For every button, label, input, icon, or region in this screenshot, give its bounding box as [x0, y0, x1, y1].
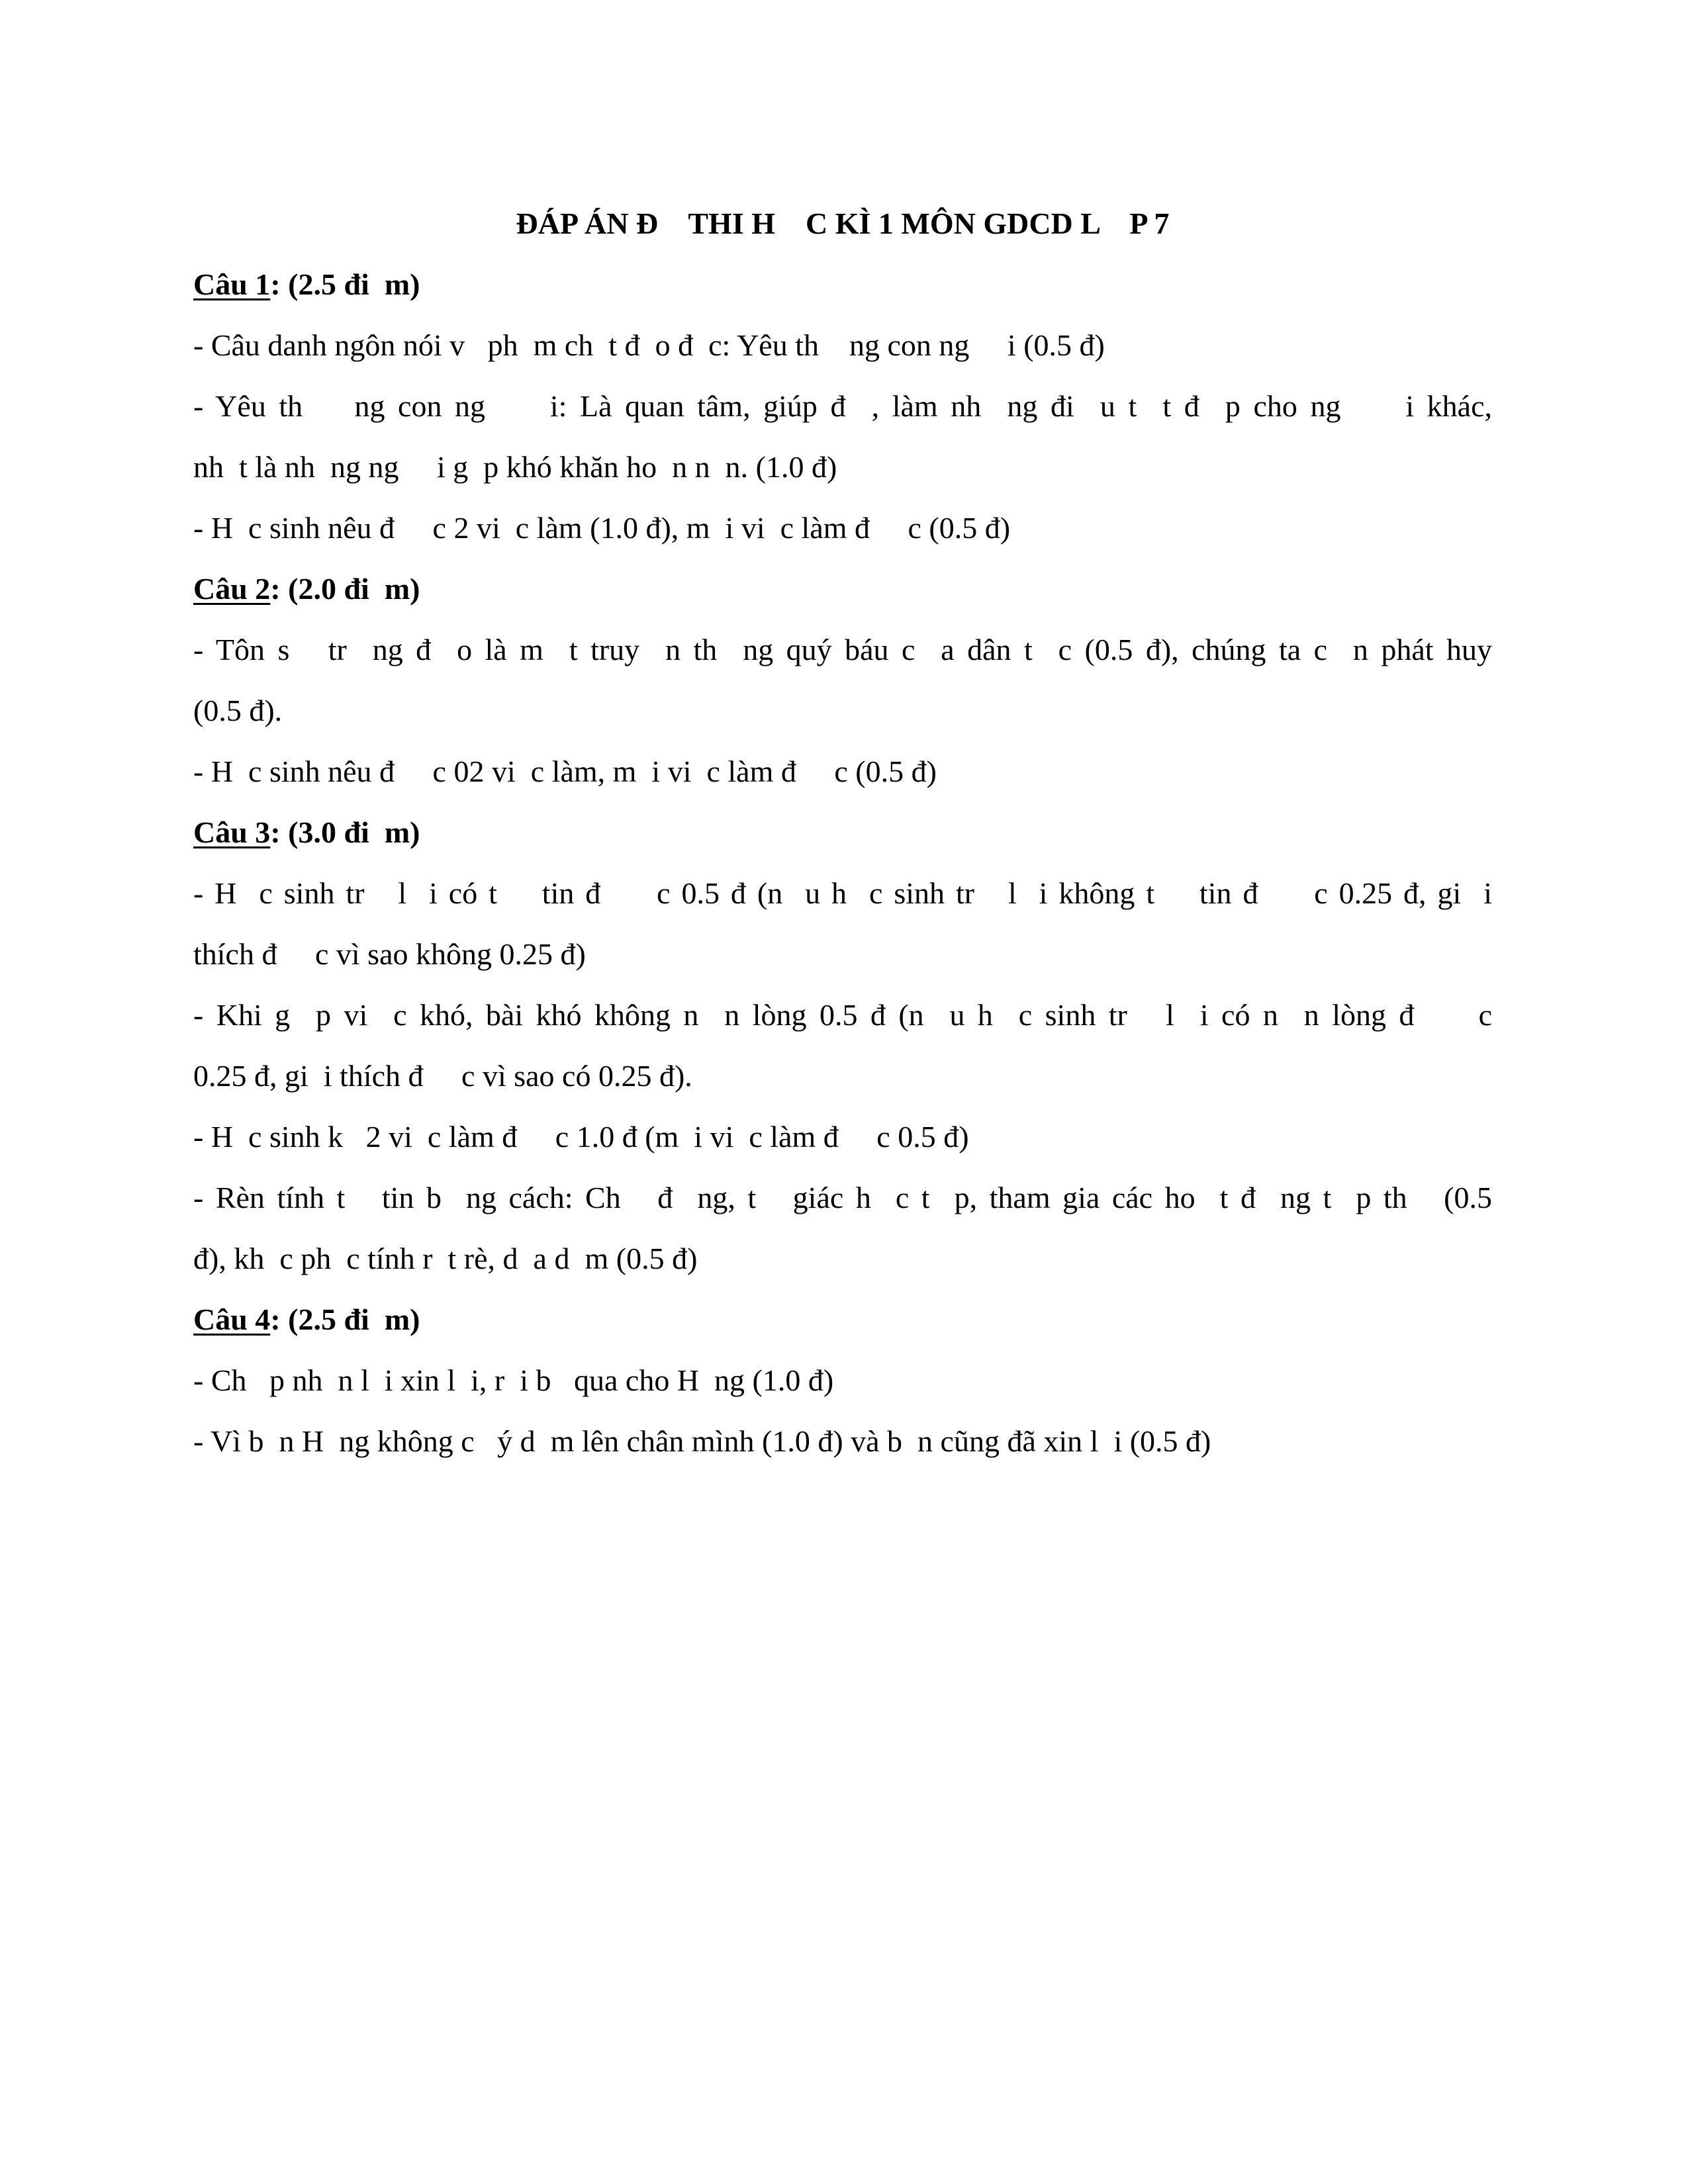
answer-line: - Khi g p vi c khó, bài khó không n n lòng 0.5 đ (n u h c sinh tr l i có n n lòng đ c: [193, 998, 1492, 1032]
answer-line: - H c sinh nêu đ c 2 vi c làm (1.0 đ), m i vi c làm đ c (0.5 đ): [193, 511, 1011, 545]
section-label: Câu 2: [193, 572, 271, 606]
answer-line: (0.5 đ).: [193, 694, 283, 727]
answer-line: - Vì b n H ng không c ý d m lên chân mình (1.0 đ) và b n cũng đã xin l i (0.5 đ): [193, 1424, 1211, 1458]
section-label: Câu 3: [193, 815, 271, 849]
section-points: : (3.0 đi m): [270, 815, 420, 849]
section-points: : (2.5 đi m): [270, 267, 420, 301]
answer-line: - Yêu th ng con ng i: Là quan tâm, giúp đ , làm nh ng đi u t t đ p cho ng i khác,: [193, 389, 1492, 423]
section-points: : (2.0 đi m): [270, 572, 420, 606]
section-points: : (2.5 đi m): [270, 1302, 420, 1336]
section-label: Câu 1: [193, 267, 271, 301]
answer-line: - Câu danh ngôn nói v ph m ch t đ o đ c: Yêu th ng con ng i (0.5 đ): [193, 328, 1105, 362]
document-body: [193, 193, 1492, 1472]
answer-line: thích đ c vì sao không 0.25 đ): [193, 937, 586, 971]
answer-line: - Rèn tính t tin b ng cách: Ch đ ng, t giác h c t p, tham gia các ho t đ ng t p th (0.5: [193, 1181, 1492, 1214]
answer-line: - H c sinh tr l i có t tin đ c 0.5 đ (n u h c sinh tr l i không t tin đ c 0.25 đ, gi i: [193, 876, 1492, 910]
answer-line: nh t là nh ng ng i g p khó khăn ho n n n. (1.0 đ): [193, 450, 837, 484]
answer-line: đ), kh c ph c tính r t rè, d a d m (0.5 đ): [193, 1242, 698, 1275]
answer-line: 0.25 đ, gi i thích đ c vì sao có 0.25 đ).: [193, 1059, 692, 1093]
section-heading-cau-2: [193, 559, 1492, 619]
answer-line: - Tôn s tr ng đ o là m t truy n th ng quý báu c a dân t c (0.5 đ), chúng ta c n phát huy: [193, 633, 1492, 666]
answer-line: - H c sinh k 2 vi c làm đ c 1.0 đ (m i vi c làm đ c 0.5 đ): [193, 1120, 969, 1154]
section-label: Câu 4: [193, 1302, 271, 1336]
document-title: ĐÁP ÁN Đ THI H C KÌ 1 MÔN GDCD L P 7: [516, 206, 1170, 240]
answer-line: - H c sinh nêu đ c 02 vi c làm, m i vi c làm đ c (0.5 đ): [193, 754, 937, 788]
section-heading-cau-4: [193, 1289, 1492, 1350]
section-heading-cau-3: [193, 802, 1492, 863]
section-heading-cau-1: [193, 254, 1492, 315]
answer-line: - Ch p nh n l i xin l i, r i b qua cho H ng (1.0 đ): [193, 1363, 834, 1397]
